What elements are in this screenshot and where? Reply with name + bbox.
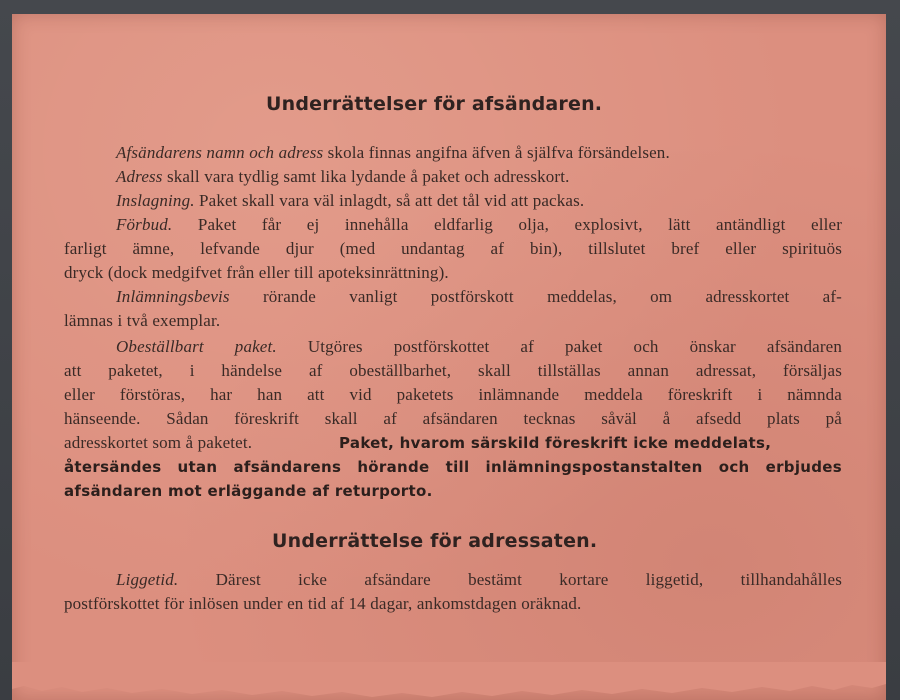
- line-mixed-bold: Paket, hvarom särskild föreskrift icke meddelats,: [339, 434, 772, 452]
- bold-line-2: afsändaren mot erläggande af returporto.: [64, 482, 433, 500]
- line-sender-3: Inslagning. Paket skall vara väl inlagdt, så att det tål vid att packas.: [116, 191, 585, 210]
- line-sender-2: Adress skall vara tydlig samt lika lydande å paket och adresskort.: [116, 167, 570, 186]
- line-sender-6: dryck (dock medgifvet från eller till apoteksinrättning).: [64, 263, 449, 282]
- line-recipient-1: Liggetid. Därest icke afsändare bestämt kortare liggetid, tillhandahålles: [116, 570, 842, 589]
- line-mixed-plain: adresskortet som å paketet.: [64, 433, 253, 452]
- line-sender-7: Inlämningsbevis rörande vanligt postförskott meddelas, om adresskortet af-: [116, 287, 842, 306]
- line-sender-1: Afsändarens namn och adress skola finnas angifna äfven å själfva försändelsen.: [116, 143, 670, 162]
- line-sender-9: Obeställbart paket. Utgöres postförskottet af paket och önskar afsändaren: [116, 337, 842, 356]
- line-sender-4: Förbud. Paket får ej innehålla eldfarlig olja, explosivt, lätt antändligt eller: [116, 215, 842, 234]
- heading-recipient: Underrättelse för adressaten.: [272, 530, 598, 552]
- bold-line-1: återsändes utan afsändarens hörande till inlämningspostanstalten och erbjudes: [64, 458, 842, 476]
- line-sender-10: att paketet, i händelse af obeställbarhet, skall tillställas annan adressat, försäljas: [64, 361, 842, 380]
- line-sender-11: eller förstöras, har han att vid paketets inlämnande meddela föreskrift i nämnda: [64, 385, 842, 404]
- line-recipient-2: postförskottet för inlösen under en tid af 14 dagar, ankomstdagen oräknad.: [64, 594, 582, 613]
- line-sender-12: hänseende. Sådan föreskrift skall af afsändaren tecknas såväl å afsedd plats på: [64, 409, 842, 428]
- line-sender-5: farligt ämne, lefvande djur (med undantag af bin), tillslutet bref eller spirituös: [64, 239, 842, 258]
- card-torn-edge: [12, 662, 886, 700]
- line-sender-8: lämnas i två exemplar.: [64, 311, 221, 330]
- heading-sender: Underrättelser för afsändaren.: [266, 93, 603, 115]
